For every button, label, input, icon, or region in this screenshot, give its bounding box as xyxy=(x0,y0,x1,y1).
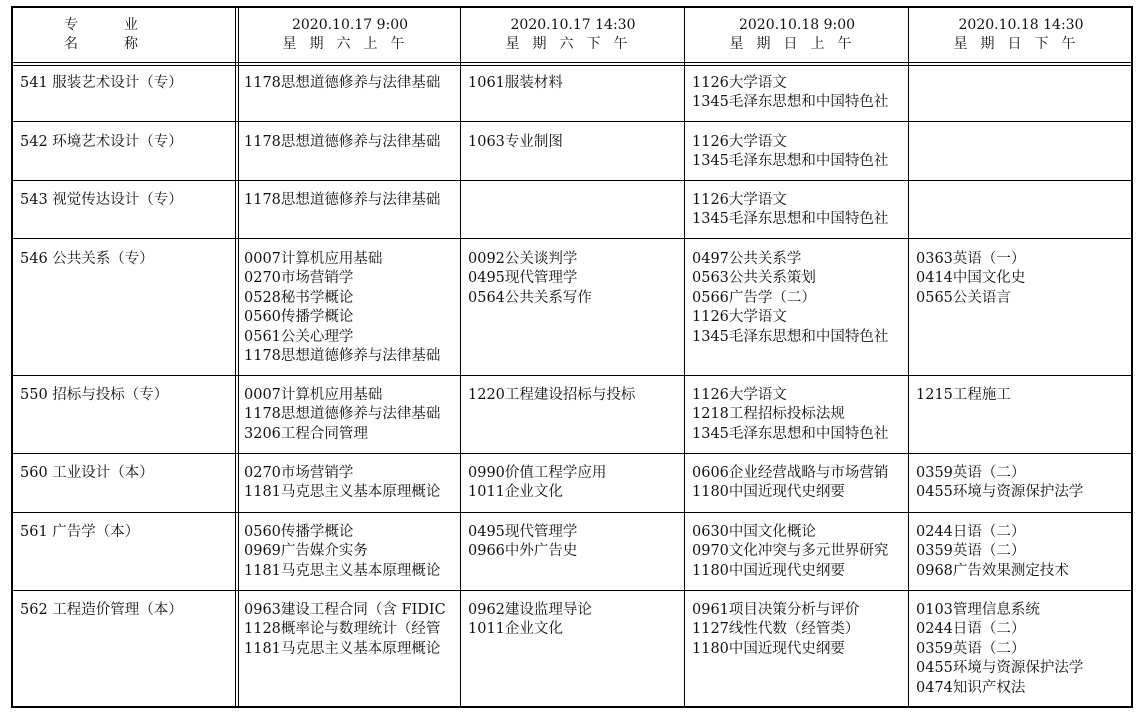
major-name: 543 视觉传达设计（专） xyxy=(20,192,183,208)
course-item: 0990价值工程学应用 xyxy=(468,465,607,481)
major-name-cell xyxy=(20,464,232,483)
course-item: 0270市场营销学 xyxy=(244,270,354,287)
major-name: 546 公共关系（专） xyxy=(20,251,154,267)
course-item: 1218工程招标投标法规 xyxy=(692,406,845,423)
major-name-cell xyxy=(20,250,232,269)
course-cell xyxy=(244,464,458,503)
course-item: 0961项目决策分析与评价 xyxy=(692,602,860,618)
major-header-line-2: 名称 xyxy=(64,36,184,52)
major-name: 560 工业设计（本） xyxy=(20,465,154,481)
course-cell xyxy=(916,464,1130,503)
course-item: 1127线性代数（经管类） xyxy=(692,621,860,638)
course-item: 0359英语（二） xyxy=(916,640,1026,657)
course-item: 0495现代管理学 xyxy=(468,524,578,540)
major-name: 542 环境艺术设计（专） xyxy=(20,134,183,150)
course-item: 0244日语（二） xyxy=(916,524,1026,540)
course-item: 0969广告媒介实务 xyxy=(244,543,368,560)
course-item: 1178思想道德修养与法律基础 xyxy=(244,134,441,150)
course-cell xyxy=(244,250,458,366)
course-item: 1181马克思主义基本原理概论 xyxy=(244,484,441,501)
course-item: 0359英语（二） xyxy=(916,543,1026,560)
course-item: 3206工程合同管理 xyxy=(244,425,368,442)
column-divider xyxy=(235,6,239,708)
major-name-cell xyxy=(20,133,232,152)
course-item: 0092公关谈判学 xyxy=(468,251,578,267)
course-item: 1128概率论与数理统计（经管 xyxy=(244,621,441,638)
course-cell xyxy=(244,133,458,152)
column-divider xyxy=(684,6,685,708)
major-name-cell xyxy=(20,601,232,620)
course-item: 0007计算机应用基础 xyxy=(244,251,383,267)
session-date: 2020.10.17 14:30 xyxy=(510,17,636,33)
course-cell xyxy=(692,523,906,581)
course-item: 0963建设工程合同（含 FIDIC xyxy=(244,602,446,618)
session-day: 星期日上午 xyxy=(729,36,865,52)
session-header xyxy=(687,16,907,54)
course-item: 0455环境与资源保护法学 xyxy=(916,484,1084,501)
course-item: 0495现代管理学 xyxy=(468,270,578,287)
course-cell xyxy=(244,191,458,210)
session-header xyxy=(463,16,683,54)
course-item: 1011企业文化 xyxy=(468,621,563,638)
course-item: 1178思想道德修养与法律基础 xyxy=(244,75,441,91)
course-item: 1126大学语文 xyxy=(692,75,787,91)
course-cell xyxy=(244,74,458,93)
course-item: 1345毛泽东思想和中国特色社 xyxy=(692,153,889,170)
course-item: 0565公关语言 xyxy=(916,289,1011,306)
major-name-cell xyxy=(20,386,232,405)
row-divider xyxy=(11,375,1133,376)
course-item: 0414中国文化史 xyxy=(916,270,1026,287)
course-item: 0474知识产权法 xyxy=(916,679,1026,696)
course-item: 1126大学语文 xyxy=(692,309,787,326)
course-item: 0962建设监理导论 xyxy=(468,602,592,618)
course-cell xyxy=(692,386,906,444)
course-cell xyxy=(916,250,1130,308)
course-item: 0359英语（二） xyxy=(916,465,1026,481)
row-divider xyxy=(11,453,1133,454)
course-item: 0968广告效果测定技术 xyxy=(916,562,1069,579)
course-item: 1126大学语文 xyxy=(692,387,787,403)
course-cell xyxy=(916,601,1130,698)
course-item: 0497公共关系学 xyxy=(692,251,802,267)
major-name-cell xyxy=(20,74,232,93)
course-cell xyxy=(468,250,682,308)
session-date: 2020.10.18 9:00 xyxy=(738,17,856,33)
course-item: 1126大学语文 xyxy=(692,192,787,208)
course-item: 0564公共关系写作 xyxy=(468,289,592,306)
course-item: 1126大学语文 xyxy=(692,134,787,150)
major-name: 561 广告学（本） xyxy=(20,524,140,540)
course-item: 1181马克思主义基本原理概论 xyxy=(244,562,441,579)
major-name-cell xyxy=(20,523,232,542)
course-item: 1345毛泽东思想和中国特色社 xyxy=(692,425,889,442)
course-item: 1178思想道德修养与法律基础 xyxy=(244,406,441,423)
session-header xyxy=(240,16,460,54)
column-divider xyxy=(908,6,909,708)
course-cell xyxy=(916,523,1130,581)
course-item: 0563公共关系策划 xyxy=(692,270,816,287)
course-item: 1180中国近现代史纲要 xyxy=(692,640,845,657)
major-header-line-1: 专业 xyxy=(64,17,184,33)
course-item: 0007计算机应用基础 xyxy=(244,387,383,403)
session-day: 星期日下午 xyxy=(953,36,1089,52)
course-item: 0244日语（二） xyxy=(916,621,1026,638)
row-divider xyxy=(11,180,1133,181)
course-cell xyxy=(692,133,906,172)
course-cell xyxy=(468,523,682,562)
row-divider xyxy=(11,590,1133,591)
row-divider xyxy=(11,121,1133,122)
major-name-cell xyxy=(20,191,232,210)
course-item: 1011企业文化 xyxy=(468,484,563,501)
course-cell xyxy=(244,386,458,444)
course-cell xyxy=(244,601,458,659)
session-day: 星期六上午 xyxy=(282,36,418,52)
session-header xyxy=(911,16,1131,54)
course-cell xyxy=(692,250,906,347)
major-column-header xyxy=(13,16,235,54)
course-cell xyxy=(244,523,458,581)
course-item: 0103管理信息系统 xyxy=(916,602,1040,618)
course-cell xyxy=(692,74,906,113)
course-cell xyxy=(692,464,906,503)
header-divider xyxy=(11,62,1133,66)
course-item: 0270市场营销学 xyxy=(244,465,354,481)
course-item: 0560传播学概论 xyxy=(244,524,354,540)
course-item: 1181马克思主义基本原理概论 xyxy=(244,640,441,657)
course-item: 1220工程建设招标与投标 xyxy=(468,387,636,403)
course-cell xyxy=(468,133,682,152)
course-cell xyxy=(692,601,906,659)
course-item: 0363英语（一） xyxy=(916,251,1026,267)
course-item: 0630中国文化概论 xyxy=(692,524,816,540)
course-item: 0561公关心理学 xyxy=(244,328,354,345)
major-name: 562 工程造价管理（本） xyxy=(20,602,183,618)
course-item: 0560传播学概论 xyxy=(244,309,354,326)
course-cell xyxy=(468,601,682,640)
course-item: 1061服装材料 xyxy=(468,75,563,91)
course-item: 1345毛泽东思想和中国特色社 xyxy=(692,94,889,111)
course-item: 1178思想道德修养与法律基础 xyxy=(244,192,441,208)
row-divider xyxy=(11,512,1133,513)
course-item: 1345毛泽东思想和中国特色社 xyxy=(692,328,889,345)
session-date: 2020.10.17 9:00 xyxy=(291,17,409,33)
row-divider xyxy=(11,238,1133,239)
major-name: 541 服装艺术设计（专） xyxy=(20,75,183,91)
course-cell xyxy=(916,386,1130,405)
major-name: 550 招标与投标（专） xyxy=(20,387,169,403)
course-item: 0970文化冲突与多元世界研究 xyxy=(692,543,889,560)
course-item: 1063专业制图 xyxy=(468,134,563,150)
course-item: 1180中国近现代史纲要 xyxy=(692,562,845,579)
course-item: 0455环境与资源保护法学 xyxy=(916,660,1084,677)
session-date: 2020.10.18 14:30 xyxy=(958,17,1084,33)
course-item: 1180中国近现代史纲要 xyxy=(692,484,845,501)
course-item: 1345毛泽东思想和中国特色社 xyxy=(692,211,889,228)
course-item: 0566广告学（二） xyxy=(692,289,816,306)
course-item: 0966中外广告史 xyxy=(468,543,578,560)
course-item: 1215工程施工 xyxy=(916,387,1011,403)
course-cell xyxy=(468,464,682,503)
column-divider xyxy=(460,6,461,708)
course-cell xyxy=(468,74,682,93)
session-day: 星期六下午 xyxy=(505,36,641,52)
course-item: 0606企业经营战略与市场营销 xyxy=(692,465,889,481)
course-cell xyxy=(468,386,682,405)
course-item: 1178思想道德修养与法律基础 xyxy=(244,347,441,364)
course-item: 0528秘书学概论 xyxy=(244,289,354,306)
course-cell xyxy=(692,191,906,230)
